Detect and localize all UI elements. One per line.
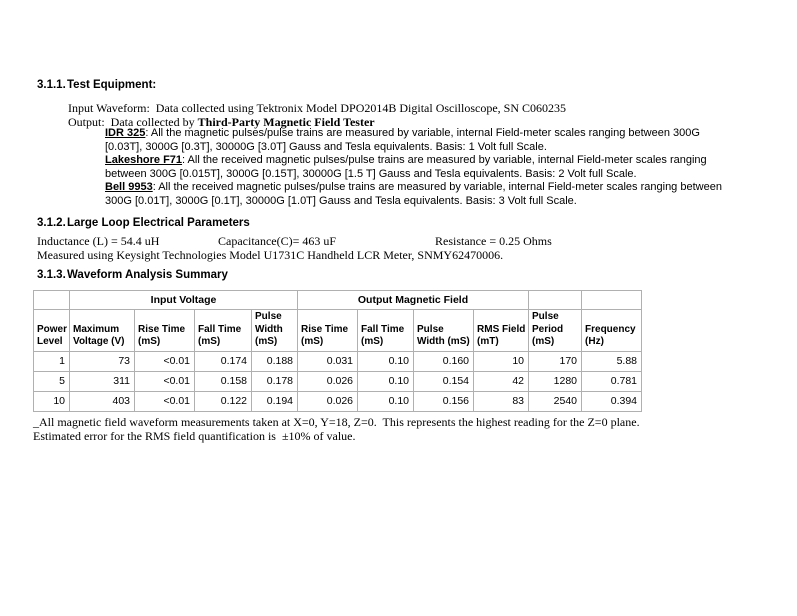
table-cell: 0.158: [195, 371, 252, 391]
resistance-value: Resistance = 0.25 Ohms: [435, 234, 552, 248]
table-cell: 0.026: [298, 391, 358, 411]
table-cell: 311: [70, 371, 135, 391]
table-cell: 73: [70, 351, 135, 371]
table-cell: 2540: [529, 391, 582, 411]
table-cell: 0.154: [414, 371, 474, 391]
table-group-header-row: [34, 291, 642, 310]
heading-number: 3.1.2.: [37, 217, 66, 229]
heading-title: Large Loop Electrical Parameters: [67, 217, 250, 229]
table-cell: <0.01: [135, 371, 195, 391]
device-name: Lakeshore F71: [105, 154, 183, 166]
table-cell: 0.188: [252, 351, 298, 371]
table-cell: 0.160: [414, 351, 474, 371]
table-column-header-row: [34, 310, 642, 352]
column-header-pulse-width-output: Pulse Width (mS): [414, 310, 474, 352]
equipment-device-list: [105, 127, 737, 208]
device-description: : All the received magnetic pulses/pulse trains are measured by variable, internal Field-meter scales ranging between 300G [0.015T], 3000G [0.15T], 30000G [1.5 T] Gauss and Tesla equivalents. Basis: 2 Volt full Scale.: [105, 154, 707, 180]
table-cell: 0.156: [414, 391, 474, 411]
table-cell: 0.781: [582, 371, 642, 391]
table-row-power-1: [34, 351, 642, 371]
table-group-header-empty: [582, 291, 642, 310]
table-cell: 0.394: [582, 391, 642, 411]
input-waveform-line: Input Waveform: Data collected using Tektronix Model DPO2014B Digital Oscilloscope, SN C060235: [68, 101, 567, 115]
table-row-power-5: [34, 371, 642, 391]
table-cell: 0.174: [195, 351, 252, 371]
table-row-power-10: [34, 391, 642, 411]
heading-title: Test Equipment:: [67, 79, 157, 91]
device-item-bell-9953: [105, 181, 737, 208]
table-cell: 0.10: [358, 391, 414, 411]
heading-title: Waveform Analysis Summary: [67, 269, 228, 281]
table-cell: 0.194: [252, 391, 298, 411]
table-cell: 0.031: [298, 351, 358, 371]
inductance-value: Inductance (L) = 54.4 uH: [37, 234, 160, 248]
column-header-power-level: Power Level: [34, 310, 70, 352]
column-header-rms-field: RMS Field (mT): [474, 310, 529, 352]
table-footnotes: [33, 415, 763, 443]
device-item-lakeshore-f71: [105, 154, 737, 181]
table-cell: 0.10: [358, 351, 414, 371]
section-heading-waveform-summary: [37, 268, 763, 282]
footnote-line-1: _All magnetic field waveform measurements taken at X=0, Y=18, Z=0. This represents the highest reading for the Z=0 plane.: [33, 414, 640, 429]
column-header-rise-time-output: Rise Time (mS): [298, 310, 358, 352]
heading-number: 3.1.1.: [37, 79, 66, 91]
device-description: : All the magnetic pulses/pulse trains are measured by variable, internal Field-meter scales ranging between 300G [0.03T], 3000G [0.3T], 30000G [3.0T] Gauss and Tesla equivalents. Basis: 1 Volt full Scale.: [105, 127, 700, 153]
table-cell: 170: [529, 351, 582, 371]
section-heading-electrical-parameters: [37, 216, 763, 230]
column-header-rise-time-input: Rise Time (mS): [135, 310, 195, 352]
column-header-pulse-period: Pulse Period (mS): [529, 310, 582, 352]
capacitance-value: Capacitance(C)= 463 uF: [218, 234, 337, 248]
table-cell: 5: [34, 371, 70, 391]
waveform-analysis-table: [33, 290, 642, 412]
table-cell: 1: [34, 351, 70, 371]
measured-with-line: Measured using Keysight Technologies Model U1731C Handheld LCR Meter, SNMY62470006.: [37, 248, 504, 262]
table-cell: 0.026: [298, 371, 358, 391]
table-cell: 10: [34, 391, 70, 411]
device-name: Bell 9953: [105, 181, 153, 193]
document-content: [33, 78, 763, 443]
table-cell: 83: [474, 391, 529, 411]
column-header-fall-time-output: Fall Time (mS): [358, 310, 414, 352]
device-name: IDR 325: [105, 127, 146, 139]
device-item-idr325: [105, 127, 737, 154]
footnote-line-2: Estimated error for the RMS field quantification is ±10% of value.: [33, 428, 356, 443]
table-cell: 1280: [529, 371, 582, 391]
heading-number: 3.1.3.: [37, 269, 66, 281]
table-cell: 0.122: [195, 391, 252, 411]
table-cell: 0.10: [358, 371, 414, 391]
table-cell: 5.88: [582, 351, 642, 371]
column-header-maximum-voltage: Maximum Voltage (V): [70, 310, 135, 352]
electrical-params-line: [37, 234, 763, 248]
output-line-tester: Third-Party Magnetic Field Tester: [197, 115, 375, 129]
table-cell: 403: [70, 391, 135, 411]
section-heading-test-equipment: [37, 78, 763, 92]
column-header-fall-time-input: Fall Time (mS): [195, 310, 252, 352]
output-line-prefix: Output: Data collected by: [68, 115, 198, 129]
table-group-header-empty: [529, 291, 582, 310]
table-cell: 42: [474, 371, 529, 391]
table-group-header-output-magnetic-field: Output Magnetic Field: [298, 291, 529, 310]
column-header-pulse-width-input: Pulse Width (mS): [252, 310, 298, 352]
table-cell: 0.178: [252, 371, 298, 391]
table-cell: <0.01: [135, 391, 195, 411]
device-description: : All the received magnetic pulses/pulse trains are measured by variable, internal Field-meter scales ranging between 300G [0.01T], 3000G [0.1T], 30000G [1.0T] Gauss and Tesla equivalents. Basis: 3 Volt full Scale.: [105, 181, 722, 207]
table-cell: 10: [474, 351, 529, 371]
table-cell: <0.01: [135, 351, 195, 371]
table-group-header-input-voltage: Input Voltage: [70, 291, 298, 310]
column-header-frequency: Frequency (Hz): [582, 310, 642, 352]
